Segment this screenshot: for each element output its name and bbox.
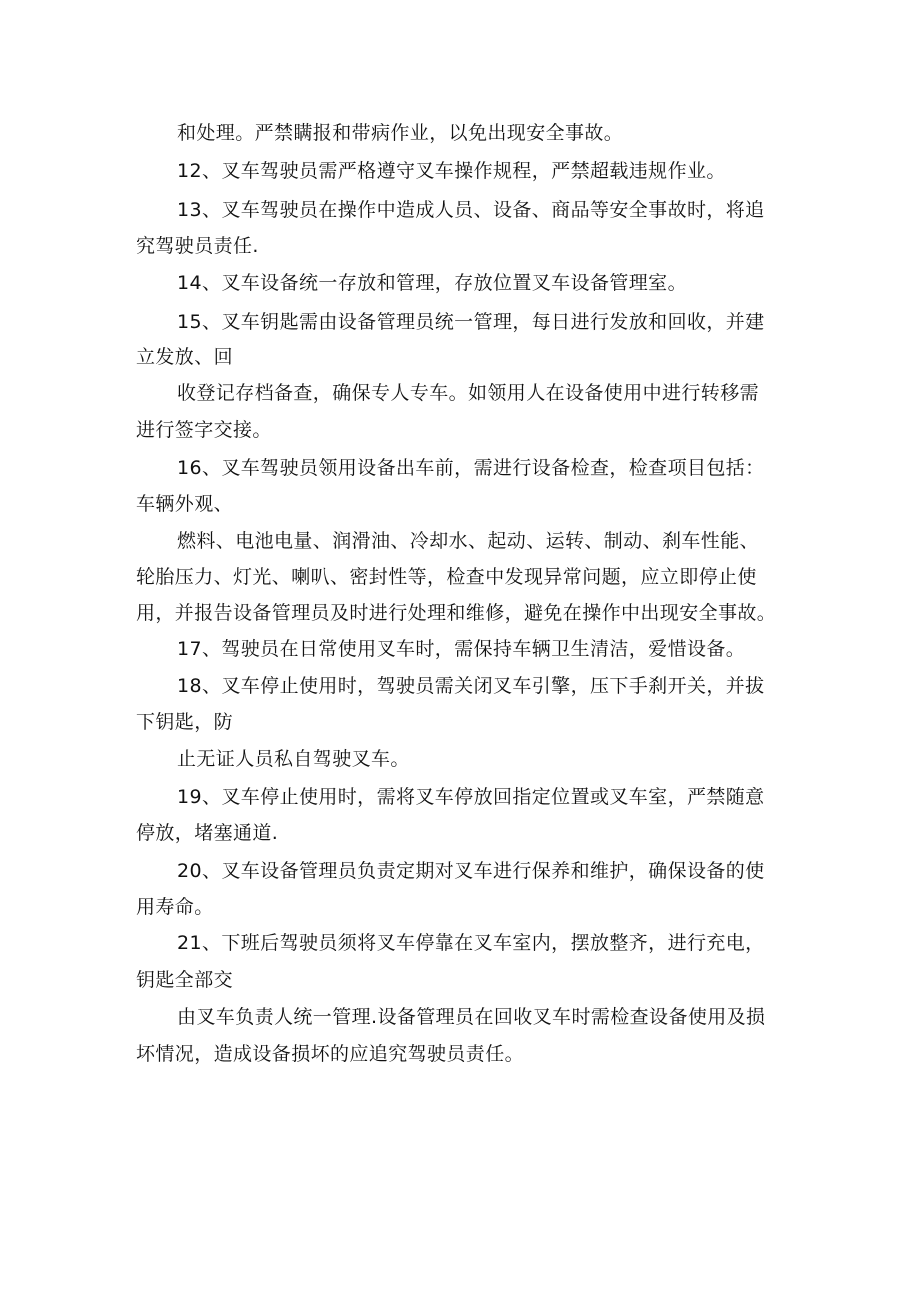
text-line: 究驾驶员责任. bbox=[136, 235, 259, 257]
text-line: 18、叉车停止使用时，驾驶员需关闭叉车引擎，压下手刹开关，并拔 bbox=[177, 675, 765, 697]
text-line: 和处理。严禁瞒报和带病作业，以免出现安全事故。 bbox=[177, 122, 624, 144]
text-line: 21、下班后驾驶员须将叉车停靠在叉车室内，摆放整齐，进行充电， bbox=[177, 932, 765, 954]
text-line: 收登记存档备查，确保专人专车。如领用人在设备使用中进行转移需 bbox=[177, 382, 760, 404]
text-line: 16、叉车驾驶员领用设备出车前，需进行设备检查，检查项目包括： bbox=[177, 457, 765, 479]
text-line: 车辆外观、 bbox=[136, 493, 234, 515]
text-line: 17、驾驶员在日常使用叉车时，需保持车辆卫生清洁，爱惜设备。 bbox=[177, 638, 746, 660]
text-line: 进行签字交接。 bbox=[136, 419, 272, 441]
text-line: 14、叉车设备统一存放和管理，存放位置叉车设备管理室。 bbox=[177, 272, 687, 294]
text-line: 19、叉车停止使用时，需将叉车停放回指定位置或叉车室，严禁随意 bbox=[177, 786, 765, 808]
text-line: 止无证人员私自驾驶叉车。 bbox=[177, 748, 410, 770]
text-line: 15、叉车钥匙需由设备管理员统一管理，每日进行发放和回收，并建 bbox=[177, 311, 765, 333]
text-line: 20、叉车设备管理员负责定期对叉车进行保养和维护，确保设备的使 bbox=[177, 860, 765, 882]
text-line: 下钥匙，防 bbox=[136, 711, 234, 733]
text-line: 坏情况，造成设备损坏的应追究驾驶员责任。 bbox=[136, 1043, 525, 1065]
text-line: 由叉车负责人统一管理.设备管理员在回收叉车时需检查设备使用及损 bbox=[177, 1006, 766, 1028]
text-line: 用寿命。 bbox=[136, 896, 214, 918]
text-line: 13、叉车驾驶员在操作中造成人员、设备、商品等安全事故时，将追 bbox=[177, 199, 765, 221]
text-line: 立发放、回 bbox=[136, 346, 234, 368]
text-line: 轮胎压力、灯光、喇叭、密封性等，检查中发现异常问题，应立即停止使 bbox=[136, 566, 757, 588]
text-line: 12、叉车驾驶员需严格遵守叉车操作规程，严禁超载违规作业。 bbox=[177, 160, 726, 182]
text-line: 停放，堵塞通道. bbox=[136, 822, 279, 844]
text-line: 用，并报告设备管理员及时进行处理和维修，避免在操作中出现安全事故。 bbox=[136, 602, 777, 624]
text-line: 钥匙全部交 bbox=[136, 969, 234, 991]
text-line: 燃料、电池电量、润滑油、冷却水、起动、运转、制动、刹车性能、 bbox=[177, 530, 760, 552]
